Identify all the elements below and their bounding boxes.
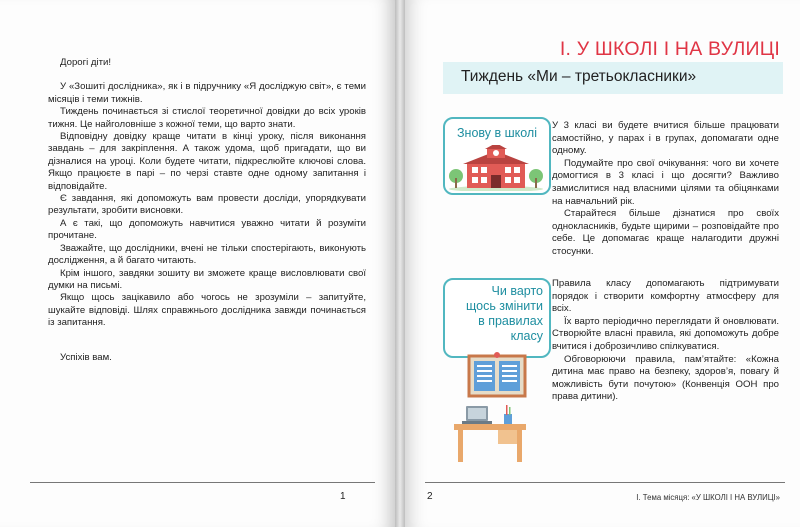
paragraph: Старайтеся більше дізнатися про своїх однокласників, будьте щирими – розповідайте про себе. Це допомагає краще налагодити дружні стосунки. xyxy=(552,208,779,257)
card-label: Знову в школі xyxy=(457,126,537,140)
desk-laptop-icon xyxy=(450,402,530,464)
notice-board-icon xyxy=(467,352,527,398)
book-gutter xyxy=(395,0,405,527)
card-label-line: в правилах xyxy=(478,314,543,328)
paragraph: Тиждень починається зі стислої теоретичної довідки до всіх уроків тижня. Це найголовніше з кожної теми, що варто знати. xyxy=(48,106,366,130)
closing: Успіхів вам. xyxy=(60,351,112,363)
section-card-back-to-school xyxy=(443,117,551,195)
section-card-class-rules xyxy=(443,278,551,358)
page-number-right: 2 xyxy=(427,491,433,502)
paragraph: Подумайте про свої очікування: чого ви хочете домогтися в 3 класі і що досягти? Важливо замислитися над власними цілями та обіцянками на навчальний рік. xyxy=(552,157,779,207)
paragraph: Відповідну довідку краще читати в кінці уроку, після виконання завдань – для закріплення. А також удома, щоб пригадати, що ви дізналися на уроці. Коли будете читати, підкреслюйте ключові слова. Якщо працюєте в парі – по черзі ставте одне одному запитання і відповідайте. xyxy=(48,131,366,192)
paragraph: Крім іншого, завдяки зошиту ви зможете краще висловлювати свої думки на письмі. xyxy=(48,267,366,291)
week-bar xyxy=(443,62,783,94)
school-building-icon xyxy=(447,145,545,191)
card-label-line: щось змінити xyxy=(465,299,543,313)
paragraph: Зважайте, що дослідники, вчені не тільки спостерігають, виконують дослідження, а й багато читають. xyxy=(48,242,366,267)
paragraph: У «Зошиті дослідника», як і в підручнику «Я досліджую світ», є теми місяців і теми тижнів. xyxy=(48,81,366,105)
chapter-title: І. У ШКОЛІ І НА ВУЛИЦІ xyxy=(559,38,780,60)
card-label-line: класу xyxy=(510,329,543,343)
week-title: Тиждень «Ми – третьокласники» xyxy=(461,68,697,85)
paragraph: Правила класу допомагають підтримувати порядок і створити комфортну атмосферу для всіх. xyxy=(552,278,779,315)
card-label xyxy=(445,280,549,344)
left-page xyxy=(0,0,395,527)
paragraph: Якщо щось зацікавило або чогось не зрозуміли – запитуйте, шукайте відповіді. Шлях справжнього дослідника завжди починається із запитання. xyxy=(48,292,366,329)
right-page xyxy=(405,0,800,527)
paragraph: Є завдання, які допоможуть вам провести досліди, упорядкувати результати, зробити висновки. xyxy=(48,193,366,217)
section-text-class-rules xyxy=(552,278,779,404)
footer-rule xyxy=(30,482,375,483)
paragraph: А є такі, що допоможуть навчитися уважно читати й розуміти прочитане. xyxy=(48,217,366,242)
left-page-text xyxy=(48,57,366,364)
section-text-back-to-school xyxy=(552,120,779,259)
card-label-line: Чи варто xyxy=(491,284,543,298)
footer-rule xyxy=(425,482,785,483)
page-number-left: 1 xyxy=(340,491,346,502)
paragraph: Обговорюючи правила, пам’ятайте: «Кожна дитина має право на безпеку, здоров’я, повагу й можливість бути почутою» (Конвенція ООН про права дитини). xyxy=(552,353,779,403)
paragraph: Їх варто періодично переглядати й оновлювати. Створюйте власні правила, які допоможуть добре вчитися і доброзичливо спілкуватися. xyxy=(552,315,779,352)
footer-label: І. Тема місяця: «У ШКОЛІ І НА ВУЛИЦІ» xyxy=(636,493,780,502)
greeting: Дорогі діти! xyxy=(60,57,112,68)
paragraph: У 3 класі ви будете вчитися більше працювати самостійно, у парах і в групах, допомагати одне одному. xyxy=(552,120,779,157)
